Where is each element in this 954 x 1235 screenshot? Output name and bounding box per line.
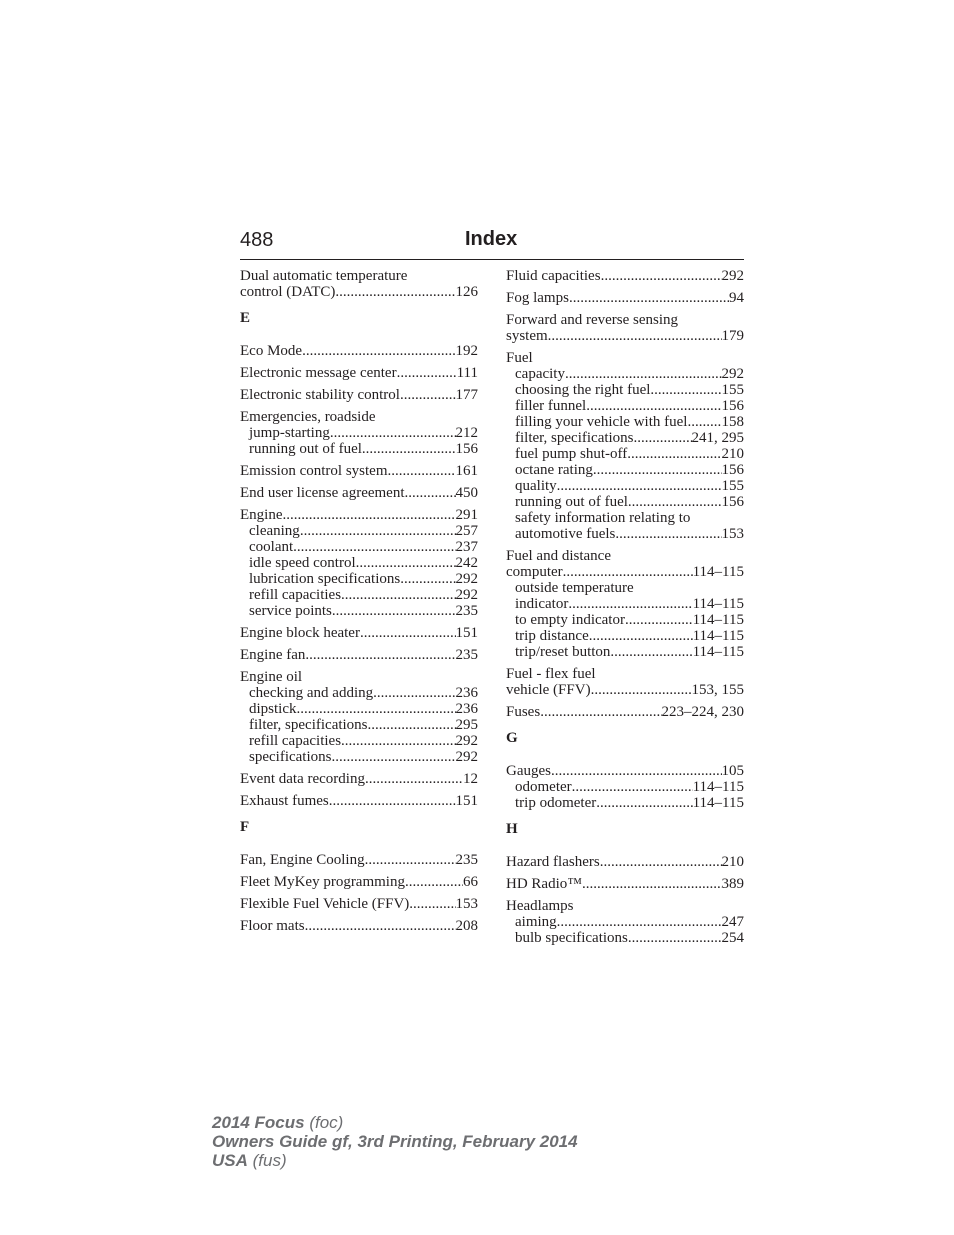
index-term-text: to empty indicator (515, 612, 625, 628)
index-term-text: control (DATC) (240, 284, 336, 300)
index-term-text: safety information relating to (515, 510, 691, 526)
index-term-text: Exhaust fumes (240, 793, 329, 809)
index-term-text: trip odometer (515, 795, 597, 811)
dot-leader (687, 414, 721, 430)
index-term-text: Eco Mode (240, 343, 303, 359)
dot-leader (341, 733, 455, 749)
index-entry (506, 666, 744, 698)
index-page-ref: 111 (456, 365, 478, 381)
index-term-text: lubrication specifications (249, 571, 401, 587)
index-subentry (506, 398, 744, 414)
index-term-text: Gauges (506, 763, 551, 779)
index-letter-heading: F (240, 819, 250, 835)
index-subentry (240, 539, 478, 555)
index-term-text: Forward and reverse sensing (506, 312, 679, 328)
index-entry (240, 647, 478, 663)
footer-region-code: (fus) (252, 1151, 287, 1170)
index-term (506, 290, 744, 306)
index-entry (240, 918, 478, 934)
index-page-ref: 210 (721, 446, 744, 462)
index-page-ref: 389 (721, 876, 744, 892)
index-entry (240, 343, 478, 359)
index-term-text: Engine oil (240, 669, 303, 685)
footer-guide: Owners Guide gf, 3rd Printing, February 2014 (212, 1132, 578, 1151)
index-term (506, 564, 744, 580)
index-term-text: outside temperature (515, 580, 634, 596)
index-page-ref: 192 (455, 343, 478, 359)
index-term (506, 548, 744, 564)
index-subentry (506, 462, 744, 478)
index-letter-heading: G (506, 730, 518, 746)
dot-leader (388, 463, 456, 479)
index-page-ref: 158 (721, 414, 744, 430)
index-entry (506, 290, 744, 306)
index-page-ref: 236 (455, 685, 478, 701)
index-term (506, 350, 744, 366)
index-page-ref: 292 (455, 587, 478, 603)
index-entry (240, 771, 478, 787)
index-term (506, 854, 744, 870)
index-subentry (240, 733, 478, 749)
index-term (240, 793, 478, 809)
index-term-text: jump-starting (249, 425, 330, 441)
index-page-ref: 66 (463, 874, 478, 890)
index-term-text: Electronic stability control (240, 387, 400, 403)
index-subentry (506, 580, 744, 596)
index-page-ref: 114–115 (692, 612, 744, 628)
index-column-right (506, 268, 744, 952)
index-term-text: Fleet MyKey programming (240, 874, 405, 890)
dot-leader (593, 462, 722, 478)
dot-leader (540, 704, 661, 720)
dot-leader (405, 874, 463, 890)
index-page-ref: 235 (455, 647, 478, 663)
index-term (240, 268, 478, 284)
dot-leader (400, 387, 456, 403)
index-subentry (240, 441, 478, 457)
index-term (506, 704, 744, 720)
index-page-ref: 155 (721, 478, 744, 494)
index-entry (240, 507, 478, 619)
index-term (506, 268, 744, 284)
dot-leader (563, 564, 693, 580)
index-page-ref: 291 (455, 507, 478, 523)
index-term-text: Engine block heater (240, 625, 360, 641)
index-term-text: trip distance (515, 628, 589, 644)
index-entry (506, 268, 744, 284)
index-term (240, 874, 478, 890)
index-letter-heading: H (506, 821, 518, 837)
dot-leader (305, 647, 455, 663)
index-term-text: End user license agreement (240, 485, 405, 501)
index-subentry (506, 596, 744, 612)
index-term-text: Headlamps (506, 898, 574, 914)
dot-leader (341, 587, 455, 603)
index-subentry (506, 414, 744, 430)
index-entry (506, 898, 744, 946)
index-term-text: fuel pump shut-off (515, 446, 628, 462)
index-term-text: Hazard flashers (506, 854, 600, 870)
index-page-ref: 235 (455, 852, 478, 868)
dot-leader (591, 682, 692, 698)
index-page-ref: 156 (721, 398, 744, 414)
index-term-text: Engine fan (240, 647, 306, 663)
index-term-text: capacity (515, 366, 565, 382)
index-page-ref: 292 (721, 366, 744, 382)
index-term-text: odometer (515, 779, 572, 795)
index-page-ref: 208 (455, 918, 478, 934)
index-page-ref: 237 (455, 539, 478, 555)
dot-leader (634, 430, 692, 446)
dot-leader (615, 526, 721, 542)
dot-leader (582, 876, 722, 892)
dot-leader (557, 478, 722, 494)
index-subentry (240, 685, 478, 701)
index-page-ref: 114–115 (692, 779, 744, 795)
index-entry (506, 548, 744, 660)
dot-leader (625, 612, 693, 628)
index-entry (240, 387, 478, 403)
index-entry (506, 876, 744, 892)
dot-leader (293, 539, 455, 555)
index-term-text: aiming (515, 914, 557, 930)
index-term-text: coolant (249, 539, 294, 555)
index-term (240, 669, 478, 685)
page-header (240, 228, 744, 260)
index-term-text: quality (515, 478, 557, 494)
index-page-ref: 247 (721, 914, 744, 930)
index-subentry (506, 795, 744, 811)
dot-leader (373, 685, 455, 701)
footer-model-code: (foc) (309, 1113, 344, 1132)
index-term-text: Event data recording (240, 771, 365, 787)
index-subentry (506, 494, 744, 510)
index-page-ref: 114–115 (692, 628, 744, 644)
index-page-ref: 156 (721, 494, 744, 510)
index-entry (240, 896, 478, 912)
index-page-ref: 292 (455, 571, 478, 587)
dot-leader (627, 446, 721, 462)
index-subentry (506, 446, 744, 462)
index-term-text: refill capacities (249, 733, 342, 749)
index-term-text: filler funnel (515, 398, 587, 414)
index-term-text: Flexible Fuel Vehicle (FFV) (240, 896, 410, 912)
dot-leader (589, 628, 693, 644)
dot-leader (628, 930, 722, 946)
dot-leader (300, 523, 456, 539)
dot-leader (409, 896, 455, 912)
index-entry (240, 874, 478, 890)
dot-leader (368, 717, 456, 733)
page-number: 488 (240, 229, 274, 251)
index-subentry (506, 644, 744, 660)
index-entry (240, 365, 478, 381)
index-subentry (240, 701, 478, 717)
index-term (240, 896, 478, 912)
index-subentry (240, 749, 478, 765)
footer-model: 2014 Focus (212, 1113, 305, 1132)
dot-leader (330, 425, 456, 441)
index-term-text: Fog lamps (506, 290, 569, 306)
index-entry (240, 463, 478, 479)
dot-leader (400, 571, 455, 587)
dot-leader (551, 763, 722, 779)
index-letter-heading: E (240, 310, 251, 326)
index-term-text: system (506, 328, 548, 344)
index-subentry (506, 628, 744, 644)
index-page-ref: 242 (455, 555, 478, 571)
index-term (240, 507, 478, 523)
index-page-ref: 155 (721, 382, 744, 398)
index-term (506, 763, 744, 779)
dot-leader (365, 771, 463, 787)
index-subentry (506, 612, 744, 628)
index-page-ref: 114–115 (692, 644, 744, 660)
index-subentry (506, 366, 744, 382)
index-term (506, 898, 744, 914)
index-term-text: Dual automatic temperature (240, 268, 408, 284)
index-page-ref: 153 (721, 526, 744, 542)
dot-leader (610, 644, 692, 660)
index-subentry (506, 914, 744, 930)
index-term (506, 328, 744, 344)
dot-leader (568, 596, 692, 612)
index-page-ref: 254 (721, 930, 744, 946)
index-entry (240, 793, 478, 809)
dot-leader (329, 793, 456, 809)
index-page-ref: 114–115 (692, 564, 744, 580)
index-term (240, 387, 478, 403)
index-page-ref: 179 (721, 328, 744, 344)
index-term-text: bulb specifications (515, 930, 628, 946)
index-term-text: Fuel and distance (506, 548, 611, 564)
index-term (240, 365, 478, 381)
dot-leader (283, 507, 456, 523)
index-page-ref: 257 (455, 523, 478, 539)
index-page-ref: 295 (455, 717, 478, 733)
index-subentry (506, 382, 744, 398)
index-subentry (240, 555, 478, 571)
dot-leader (302, 343, 455, 359)
index-term-text: running out of fuel (515, 494, 628, 510)
index-subentry (506, 478, 744, 494)
index-page-ref: 212 (455, 425, 478, 441)
index-term (506, 666, 744, 682)
index-page-ref: 156 (455, 441, 478, 457)
index-term-text: Fuel - flex fuel (506, 666, 596, 682)
index-page-ref: 105 (721, 763, 744, 779)
dot-leader (356, 555, 456, 571)
index-entry (506, 704, 744, 720)
dot-leader (572, 779, 693, 795)
index-term (240, 409, 478, 425)
index-page-ref: 151 (455, 625, 478, 641)
index-subentry (240, 425, 478, 441)
index-page-ref: 94 (729, 290, 744, 306)
index-term-text: idle speed control (249, 555, 356, 571)
index-entry (240, 409, 478, 457)
index-term-text: HD Radio™ (506, 876, 582, 892)
index-term (240, 852, 478, 868)
index-term-text: cleaning (249, 523, 300, 539)
index-page-ref: 292 (721, 268, 744, 284)
dot-leader (628, 494, 722, 510)
index-subentry (240, 717, 478, 733)
index-term-text: automotive fuels (515, 526, 616, 542)
index-term-text: Fluid capacities (506, 268, 601, 284)
index-page-ref: 223–224, 230 (661, 704, 744, 720)
dot-leader (600, 854, 722, 870)
index-entry (240, 485, 478, 501)
dot-leader (297, 701, 456, 717)
index-subentry (506, 430, 744, 446)
index-term (240, 343, 478, 359)
index-term-text: running out of fuel (249, 441, 362, 457)
page-footer (212, 1113, 578, 1170)
index-term-text: computer (506, 564, 563, 580)
index-subentry (506, 526, 744, 542)
dot-leader (569, 290, 729, 306)
index-term (506, 312, 744, 328)
index-term-text: service points (249, 603, 332, 619)
index-term (240, 463, 478, 479)
index-page-ref: 177 (455, 387, 478, 403)
index-subentry (506, 930, 744, 946)
index-entry (240, 852, 478, 868)
index-term-text: checking and adding (249, 685, 374, 701)
footer-region: USA (212, 1151, 248, 1170)
index-entry (240, 669, 478, 765)
index-subentry (240, 587, 478, 603)
dot-leader (397, 365, 457, 381)
index-term-text: filling your vehicle with fuel (515, 414, 688, 430)
index-term-text: Floor mats (240, 918, 305, 934)
dot-leader (365, 852, 456, 868)
index-page-ref: 241, 295 (691, 430, 744, 446)
index-page-ref: 292 (455, 733, 478, 749)
dot-leader (305, 918, 456, 934)
index-subentry (240, 603, 478, 619)
index-term-text: Fuses (506, 704, 541, 720)
dot-leader (548, 328, 722, 344)
index-subentry (240, 523, 478, 539)
index-page-ref: 236 (455, 701, 478, 717)
index-page-ref: 153, 155 (691, 682, 744, 698)
index-term-text: Engine (240, 507, 283, 523)
dot-leader (335, 284, 455, 300)
index-page-ref: 153 (455, 896, 478, 912)
index-term-text: octane rating (515, 462, 593, 478)
index-subentry (506, 779, 744, 795)
dot-leader (557, 914, 722, 930)
index-entry (506, 854, 744, 870)
footer-model-line (212, 1113, 578, 1132)
index-term-text: filter, specifications (515, 430, 634, 446)
dot-leader (565, 366, 722, 382)
footer-region-line (212, 1151, 578, 1170)
dot-leader (360, 625, 456, 641)
index-term-text: choosing the right fuel (515, 382, 651, 398)
index-page-ref: 235 (455, 603, 478, 619)
index-term (240, 771, 478, 787)
index-term (240, 284, 478, 300)
dot-leader (362, 441, 456, 457)
index-page-ref: 126 (455, 284, 478, 300)
dot-leader (596, 795, 692, 811)
index-term-text: refill capacities (249, 587, 342, 603)
dot-leader (331, 749, 455, 765)
index-entry (506, 312, 744, 344)
index-page-ref: 114–115 (692, 795, 744, 811)
index-term-text: specifications (249, 749, 332, 765)
index-term (506, 876, 744, 892)
index-term-text: Fan, Engine Cooling (240, 852, 365, 868)
index-term-text: Emission control system (240, 463, 388, 479)
index-term (240, 647, 478, 663)
index-subentry (240, 571, 478, 587)
index-entry (506, 350, 744, 542)
index-entry (240, 268, 478, 300)
index-term-text: Electronic message center (240, 365, 397, 381)
index-subentry (506, 510, 744, 526)
index-page-ref: 114–115 (692, 596, 744, 612)
dot-leader (650, 382, 721, 398)
index-page-ref: 12 (463, 771, 478, 787)
dot-leader (586, 398, 721, 414)
index-term-text: vehicle (FFV) (506, 682, 591, 698)
index-term (240, 918, 478, 934)
index-term-text: Fuel (506, 350, 533, 366)
index-term-text: trip/reset button (515, 644, 611, 660)
dot-leader (332, 603, 456, 619)
page-title: Index (465, 228, 518, 250)
dot-leader (601, 268, 722, 284)
dot-leader (405, 485, 456, 501)
index-term-text: Emergencies, roadside (240, 409, 376, 425)
index-page-ref: 210 (721, 854, 744, 870)
index-page-ref: 151 (455, 793, 478, 809)
index-page-ref: 161 (455, 463, 478, 479)
index-term-text: dipstick (249, 701, 297, 717)
index-term-text: filter, specifications (249, 717, 368, 733)
index-page-ref: 450 (455, 485, 478, 501)
index-entry (506, 763, 744, 811)
index-page-ref: 292 (455, 749, 478, 765)
index-term (240, 625, 478, 641)
index-entry (240, 625, 478, 641)
index-column-left (240, 268, 478, 940)
index-term (506, 682, 744, 698)
index-page-ref: 156 (721, 462, 744, 478)
index-term (240, 485, 478, 501)
index-term-text: indicator (515, 596, 569, 612)
